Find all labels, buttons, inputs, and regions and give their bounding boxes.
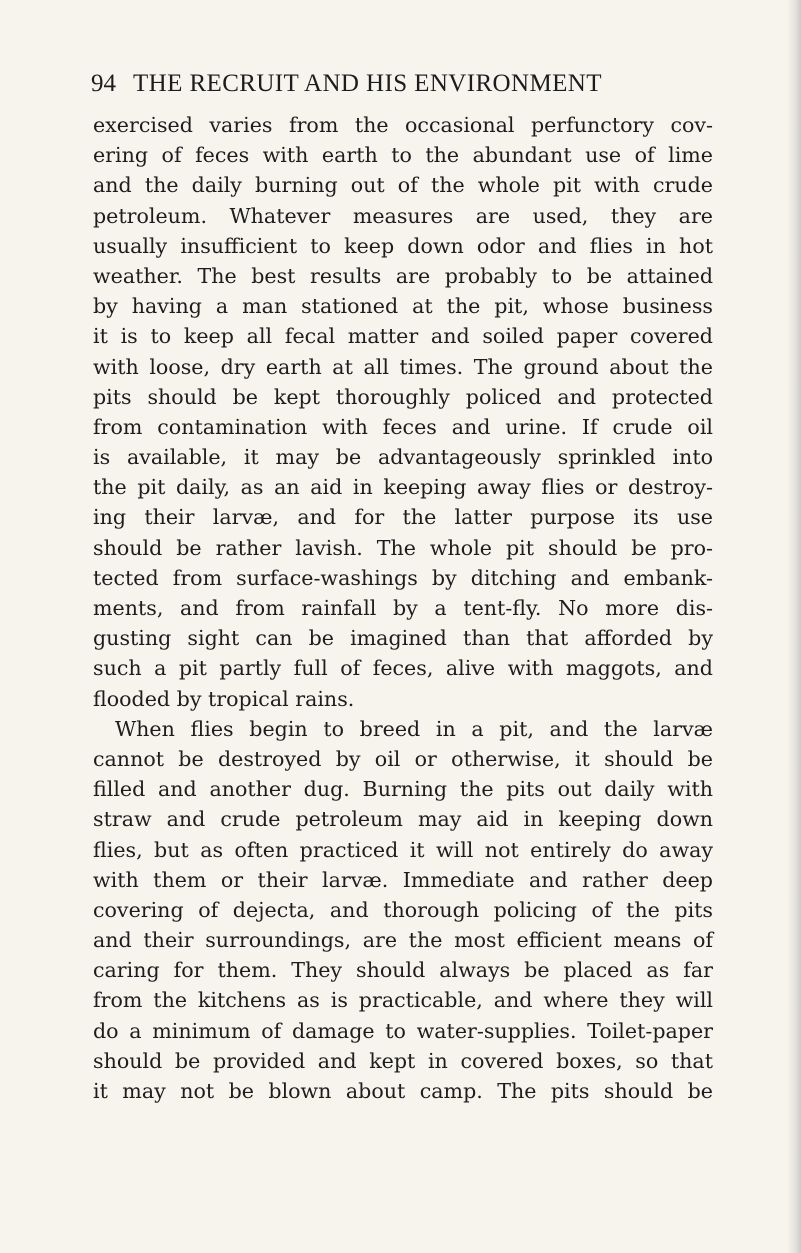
running-header [91,70,721,106]
text-line: it is to keep all fecal matter and soiled paper covered [93,324,713,349]
text-line: with loose, dry earth at all times. The ground about the [93,354,713,379]
text-line: caring for them. They should always be placed as far [93,958,713,983]
text-line: flies, but as often practiced it will not entirely do away [93,837,713,862]
text-line: do a minimum of damage to water-supplies. Toilet-paper [93,1018,713,1043]
text-line: straw and crude petroleum may aid in keeping down [93,807,713,832]
text-line: ering of feces with earth to the abundant use of lime [93,143,713,168]
text-line: is available, it may be advantageously sprinkled into [93,445,713,470]
text-line: covering of dejecta, and thorough policing of the pits [93,897,713,922]
text-line: from contamination with feces and urine. If crude oil [93,414,713,439]
text-line: When flies begin to breed in a pit, and the larvæ [115,716,713,741]
text-line: should be provided and kept in covered boxes, so that [93,1048,713,1073]
text-line: usually insufficient to keep down odor and flies in hot [93,233,713,258]
body-text [93,110,713,1106]
text-line: tected from surface-washings by ditching and embank- [93,565,713,590]
text-line: the pit daily, as an aid in keeping away flies or destroy- [93,475,713,500]
text-line: from the kitchens as is practicable, and where they will [93,988,713,1013]
text-line: gusting sight can be imagined than that afforded by [93,626,713,651]
text-line: it may not be blown about camp. The pits should be [93,1079,713,1103]
text-line: and the daily burning out of the whole pit with crude [93,173,713,198]
page-edge-shadow [787,0,801,1253]
text-line: exercised varies from the occasional perfunctory cov- [93,113,713,137]
text-line: by having a man stationed at the pit, whose business [93,294,713,319]
page-number: 94 [91,70,116,97]
text-line: ing their larvæ, and for the latter purpose its use [93,505,713,530]
paragraph [93,110,713,714]
text-line: with them or their larvæ. Immediate and rather deep [93,867,713,892]
text-line: pits should be kept thoroughly policed and protected [93,384,713,409]
text-line: cannot be destroyed by oil or otherwise, it should be [93,746,713,771]
text-line: and their surroundings, are the most efficient means of [93,928,713,953]
text-line: filled and another dug. Burning the pits out daily with [93,777,713,802]
text-line: such a pit partly full of feces, alive with maggots, and [93,656,713,681]
text-line: should be rather lavish. The whole pit should be pro- [93,535,713,560]
paragraph [93,714,713,1106]
text-line: petroleum. Whatever measures are used, they are [93,203,713,228]
running-title: THE RECRUIT AND HIS ENVIRONMENT [133,70,602,97]
text-line: ments, and from rainfall by a tent-fly. No more dis- [93,596,713,620]
text-line: weather. The best results are probably to be attained [93,263,713,288]
text-line: flooded by tropical rains. [93,686,355,711]
